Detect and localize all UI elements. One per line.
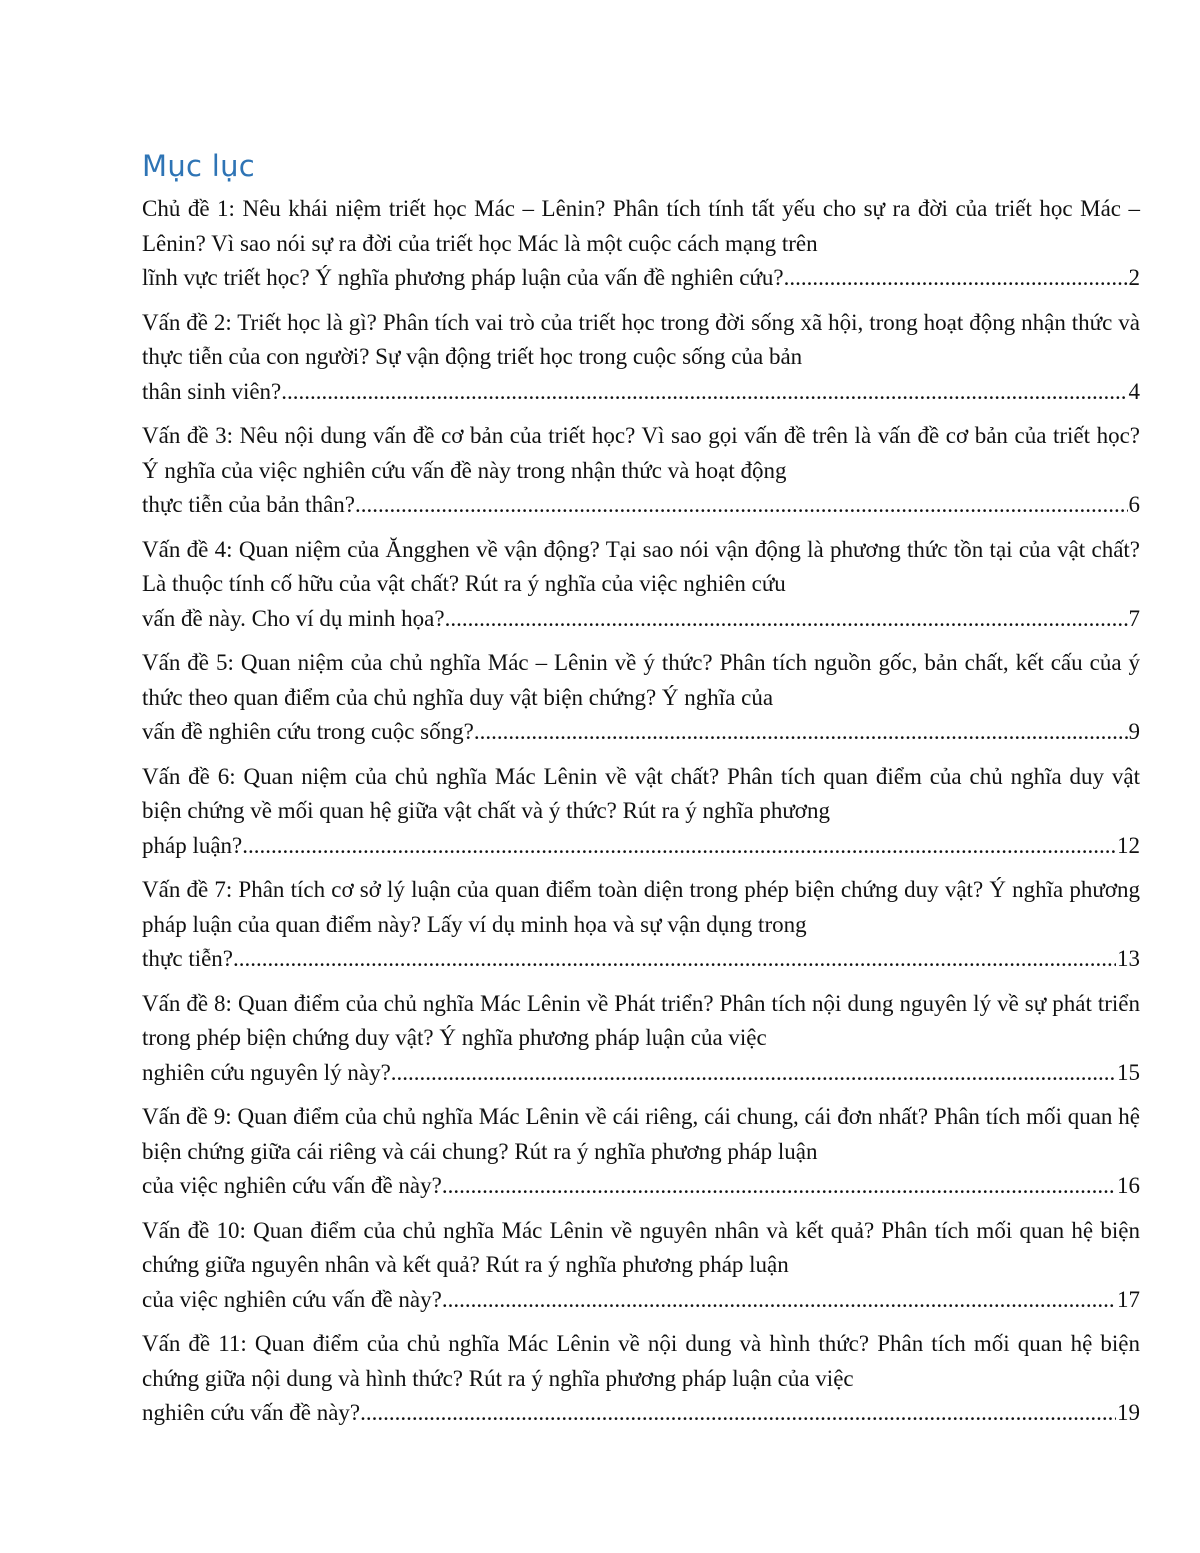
toc-entry-tail: thực tiễn của bản thân? [142,492,355,517]
toc-entry-9[interactable] [142,1100,1140,1204]
toc-page-number: 2 [1128,265,1140,290]
toc-entry-2[interactable] [142,306,1140,410]
toc-dot-leader [442,1169,1116,1204]
toc-entry-text: Vấn đề 5: Quan niệm của chủ nghĩa Mác – Lênin về ý thức? Phân tích nguồn gốc, bản chất, kết cấu của ý thức theo quan điểm của chủ nghĩa duy vật biện chứng? Ý nghĩa của [142,650,1140,710]
toc-entry-text: Vấn đề 6: Quan niệm của chủ nghĩa Mác Lênin về vật chất? Phân tích quan điểm của chủ nghĩa duy vật biện chứng về mối quan hệ giữa vật chất và ý thức? Rút ra ý nghĩa phương [142,763,1140,823]
toc-entry-text: Vấn đề 11: Quan điểm của chủ nghĩa Mác Lênin về nội dung và hình thức? Phân tích mối quan hệ biện chứng giữa nội dung và hình thức? Rút ra ý nghĩa phương pháp luận của việc [142,1331,1140,1391]
toc-dot-leader [442,1283,1116,1318]
toc-dot-leader [355,488,1128,523]
toc-entry-5[interactable] [142,646,1140,750]
toc-entry-tail: vấn đề nghiên cứu trong cuộc sống? [142,719,474,744]
toc-entry-text: Vấn đề 7: Phân tích cơ sở lý luận của quan điểm toàn diện trong phép biện chứng duy vật? Ý nghĩa phương pháp luận của quan điểm này? Lấy ví dụ minh họa và sự vận dụng trong [142,877,1140,937]
toc-entry-text: Vấn đề 2: Triết học là gì? Phân tích vai trò của triết học trong đời sống xã hội, trong hoạt động nhận thức và thực tiễn của con người? Sự vận động triết học trong cuộc sống của bản [142,309,1140,369]
toc-page-number: 12 [1117,832,1140,858]
toc-entry-last-line [142,1283,1140,1318]
toc-page-number: 9 [1128,719,1140,744]
toc-dot-leader [474,715,1128,750]
toc-page-number: 16 [1117,1173,1140,1198]
toc-entry-text: Vấn đề 3: Nêu nội dung vấn đề cơ bản của triết học? Vì sao gọi vấn đề trên là vấn đề cơ bản của triết học? Ý nghĩa của việc nghiên cứu vấn đề này trong nhận thức và hoạt động [142,423,1140,483]
toc-entry-4[interactable] [142,533,1140,637]
toc-page-number: 19 [1117,1400,1140,1425]
toc-entry-last-line [142,375,1140,410]
toc-entry-last-line [142,942,1140,977]
toc-entry-last-line [142,602,1140,637]
toc-page-number: 15 [1117,1059,1140,1085]
toc-page-number: 13 [1117,946,1140,971]
toc-entry-last-line [142,261,1140,296]
toc-entry-text: Chủ đề 1: Nêu khái niệm triết học Mác – Lênin? Phân tích tính tất yếu cho sự ra đời của triết học Mác – Lênin? Vì sao nói sự ra đời của triết học Mác là một cuộc cách mạng trên [142,196,1140,256]
toc-entry-10[interactable] [142,1214,1140,1318]
toc-entry-last-line [142,1169,1140,1204]
toc-entry-last-line [142,715,1140,750]
toc-entry-8[interactable] [142,987,1140,1091]
toc-entry-tail: thực tiễn? [142,946,234,971]
toc-page-number: 4 [1128,378,1140,404]
toc-heading: Mục lục [142,149,256,183]
toc-entry-text: Vấn đề 4: Quan niệm của Ăngghen về vận động? Tại sao nói vận động là phương thức tồn tại của vật chất? Là thuộc tính cố hữu của vật chất? Rút ra ý nghĩa của việc nghiên cứu [142,536,1140,596]
toc-entry-tail: thân sinh viên? [142,378,282,404]
toc-entry-tail: nghiên cứu nguyên lý này? [142,1059,391,1085]
toc-entry-tail: pháp luận? [142,832,243,858]
toc-entry-text: Vấn đề 10: Quan điểm của chủ nghĩa Mác Lênin về nguyên nhân và kết quả? Phân tích mối quan hệ biện chứng giữa nguyên nhân và kết quả? Rút ra ý nghĩa phương pháp luận [142,1217,1140,1277]
toc-dot-leader [784,261,1128,296]
toc-dot-leader [360,1396,1116,1431]
toc-entry-text: Vấn đề 9: Quan điểm của chủ nghĩa Mác Lênin về cái riêng, cái chung, cái đơn nhất? Phân tích mối quan hệ biện chứng giữa cái riêng và cái chung? Rút ra ý nghĩa phương pháp luận [142,1104,1140,1164]
toc-list [142,192,1140,1431]
toc-entry-last-line [142,1056,1140,1091]
document-page [142,146,1140,1441]
toc-dot-leader [281,375,1127,410]
toc-entry-tail: của việc nghiên cứu vấn đề này? [142,1286,442,1312]
toc-entry-7[interactable] [142,873,1140,977]
toc-entry-last-line [142,488,1140,523]
toc-entry-tail: vấn đề này. Cho ví dụ minh họa? [142,605,445,631]
toc-dot-leader [391,1056,1116,1091]
toc-dot-leader [233,942,1116,977]
toc-entry-tail: của việc nghiên cứu vấn đề này? [142,1173,442,1198]
toc-entry-11[interactable] [142,1327,1140,1431]
toc-dot-leader [445,602,1128,637]
toc-page-number: 6 [1128,492,1140,517]
toc-page-number: 17 [1117,1286,1140,1312]
toc-entry-last-line [142,1396,1140,1431]
toc-entry-3[interactable] [142,419,1140,523]
toc-page-number: 7 [1128,605,1140,631]
toc-entry-tail: nghiên cứu vấn đề này? [142,1400,361,1425]
toc-entry-last-line [142,829,1140,864]
toc-entry-1[interactable] [142,192,1140,296]
toc-entry-6[interactable] [142,760,1140,864]
toc-entry-tail: lĩnh vực triết học? Ý nghĩa phương pháp luận của vấn đề nghiên cứu? [142,265,784,290]
toc-dot-leader [242,829,1116,864]
toc-entry-text: Vấn đề 8: Quan điểm của chủ nghĩa Mác Lênin về Phát triển? Phân tích nội dung nguyên lý về sự phát triển trong phép biện chứng duy vật? Ý nghĩa phương pháp luận của việc [142,990,1140,1050]
